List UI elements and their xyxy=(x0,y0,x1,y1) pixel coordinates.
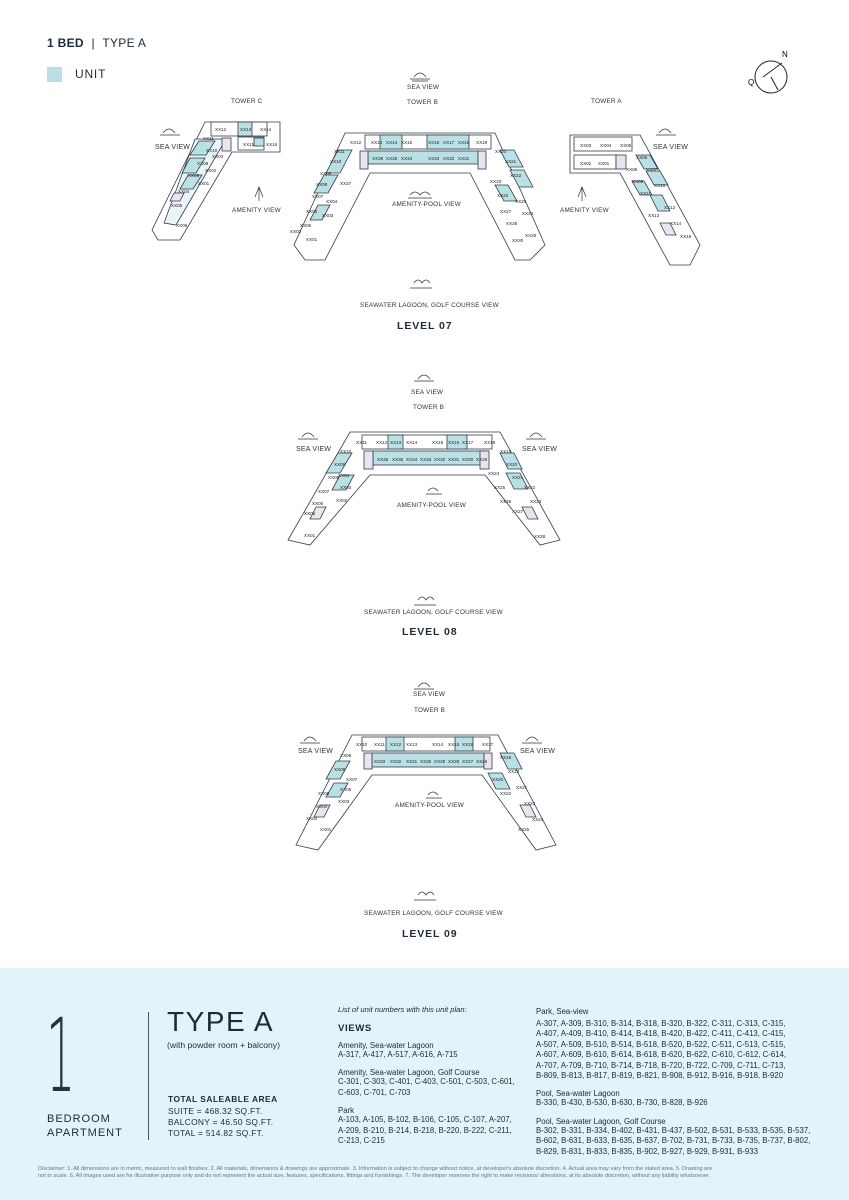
unit-label: XX01 xyxy=(306,237,318,242)
l9-lagoon: SEAWATER LAGOON, GOLF COURSE VIEW xyxy=(364,910,503,917)
unit-label: XX14 xyxy=(406,440,418,445)
unit-label: XX18 xyxy=(458,140,470,145)
unit-label: XX14 xyxy=(670,221,682,226)
unit-label: XX09 xyxy=(334,462,346,467)
unit-label: XX28 xyxy=(448,759,460,764)
pool-icon xyxy=(426,488,442,494)
unit-label: XX30 xyxy=(420,759,432,764)
unit-label: XX21 xyxy=(505,159,517,164)
unit-label: XX06 xyxy=(636,155,648,160)
unit-label: XX17 xyxy=(443,140,455,145)
l9-sea-view-top: SEA VIEW xyxy=(413,691,446,698)
unit-label: XX34 xyxy=(401,156,413,161)
unit-label: XX12 xyxy=(376,440,388,445)
unit-label: XX23 xyxy=(530,499,542,504)
l7-lagoon: SEAWATER LAGOON, GOLF COURSE VIEW xyxy=(360,302,499,309)
view-group-units: A-507, A-509, B-510, B-514, B-518, B-520, B-522, C-511, C-513, C-515, xyxy=(536,1039,786,1049)
unit-label: XX09 xyxy=(340,753,352,758)
unit-label: XX03 xyxy=(338,799,350,804)
views-title: VIEWS xyxy=(338,1023,372,1034)
unit-label: XX05 xyxy=(171,203,183,208)
view-group-units: B-330, B-430, B-530, B-630, B-730, B-828, B-926 xyxy=(536,1098,708,1108)
view-group-heading: Pool, Sea-water Lagoon, Golf Course xyxy=(536,1116,666,1126)
view-group-units: B-302, B-331, B-334, B-402, B-431, B-437, B-502, B-531, B-533, B-535, B-537, xyxy=(536,1125,811,1135)
unit-label: XX11 xyxy=(640,191,651,196)
unit-label: XX09 xyxy=(632,179,644,184)
unit-label: XX29 xyxy=(434,759,446,764)
unit-label: XX25 xyxy=(494,485,506,490)
tower-a xyxy=(570,135,700,265)
bedroom-count: 1 xyxy=(46,997,76,1116)
l7-amenity-pool: AMENITY-POOL VIEW xyxy=(392,201,461,208)
unit-label: XX09 xyxy=(320,171,332,176)
type-title: TYPE A xyxy=(167,1006,275,1037)
unit-label: XX23 xyxy=(524,801,536,806)
unit-label: XX09 xyxy=(197,161,209,166)
unit-label: XX22 xyxy=(524,485,536,490)
disclaimer-line: not to scale. 6. All images used are for illustrative purpose only and do not represent the actual size, features, specifications, fittings and furnishings. 7. The developer reserves the right to make revisions/ alterations, at its absolute discretion, without any liability whatsoever. xyxy=(38,1173,711,1180)
unit-label: XX24 xyxy=(532,817,544,822)
view-group-units: C-213, C-215 xyxy=(338,1136,385,1146)
views-right-column xyxy=(536,1007,826,1157)
l9-tower: TOWER B xyxy=(414,707,446,714)
unit-label: XX03 xyxy=(340,485,352,490)
unit-label: XX26 xyxy=(476,759,488,764)
l8-tower: TOWER B xyxy=(413,404,445,411)
unit-label: XX01 xyxy=(304,533,316,538)
unit-label: XX31 xyxy=(448,457,460,462)
unit-label: XX11 xyxy=(334,149,345,154)
unit-label: XX24 xyxy=(497,193,509,198)
unit-label: XX32 xyxy=(390,759,402,764)
divider xyxy=(148,1012,149,1140)
l7-sea-view-top: SEA VIEW xyxy=(407,84,440,91)
unit-label: XX25 xyxy=(518,827,530,832)
l7-amenity-left: AMENITY VIEW xyxy=(232,207,281,214)
apartment-label: APARTMENT xyxy=(47,1127,123,1139)
unit-label: XX05 xyxy=(300,223,312,228)
sea-view-icon xyxy=(160,129,180,135)
l8-title: LEVEL 08 xyxy=(402,626,458,638)
unit-label: XX02 xyxy=(306,816,318,821)
view-group-units: B-829, B-831, B-833, B-835, B-902, B-927, B-929, B-931, B-933 xyxy=(536,1146,758,1156)
unit-label: XX32 xyxy=(443,156,455,161)
view-group-units: A-307, A-309, B-310, B-314, B-318, B-320, B-322, C-311, C-313, C-315, xyxy=(536,1019,786,1028)
area-suite: SUITE = 468.32 SQ.FT. xyxy=(168,1106,263,1116)
unit-label: XX29 xyxy=(525,233,537,238)
unit-label: XX26 xyxy=(500,499,512,504)
disclaimer-line: Disclaimer: 1. All dimensions are in metric, measured to wall finishes. 2. All materials, dimensions & drawings are approximate. 3. Information is subject to change without notice, at developer's absolute discretion. 4. Actual area may vary from the stated area. 5. Drawing are xyxy=(38,1166,713,1172)
unit-label: XX03 xyxy=(212,154,224,159)
tower-b-l09 xyxy=(296,735,556,850)
unit-label: XX27 xyxy=(512,509,524,514)
tree-icon xyxy=(578,187,586,201)
unit-label: XX02 xyxy=(205,168,217,173)
unit-label: XX20 xyxy=(492,777,504,782)
compass-north-label: N xyxy=(782,50,788,59)
header-separator: | xyxy=(91,36,95,50)
unit-label: XX16 xyxy=(448,440,460,445)
unit-label: XX12 xyxy=(215,127,227,132)
sea-view-icon xyxy=(526,433,546,439)
unit-label: XX11 xyxy=(356,440,367,445)
l9-sea-view-right: SEA VIEW xyxy=(520,748,556,755)
view-group-heading: Amenity, Sea-water Lagoon xyxy=(338,1041,434,1050)
unit-label: XX06 xyxy=(306,209,318,214)
sea-view-icon xyxy=(410,73,430,81)
l7-amenity-right: AMENITY VIEW xyxy=(560,207,609,214)
unit-label: XX10 xyxy=(340,449,352,454)
pool-icon xyxy=(426,792,442,798)
unit-label: XX24 xyxy=(488,471,500,476)
sea-view-icon xyxy=(414,375,434,381)
unit-label: XX31 xyxy=(458,156,470,161)
unit-label: XX13 xyxy=(371,140,383,145)
level-09-plan xyxy=(0,675,849,945)
unit-label: XX05 xyxy=(340,787,352,792)
unit-label: XX14 xyxy=(386,140,398,145)
unit-label: XX36 xyxy=(377,457,389,462)
unit-label: XX04 xyxy=(316,804,328,809)
unit-label: XX04 xyxy=(326,199,338,204)
unit-label: XX05 xyxy=(620,143,632,148)
compass-q-label: Q xyxy=(748,78,755,87)
unit-label: XX10 xyxy=(654,183,666,188)
sea-view-icon xyxy=(414,683,434,689)
unit-label: XX05 xyxy=(304,511,316,516)
unit-label: XX01 xyxy=(598,161,610,166)
unit-label: XX11 xyxy=(374,742,385,747)
unit-label: XX06 xyxy=(312,501,324,506)
unit-label: XX37 xyxy=(340,181,352,186)
area-total: TOTAL = 514.82 SQ.FT. xyxy=(168,1128,264,1138)
view-group-units: A-707, A-709, B-710, B-714, B-718, B-720, B-722, C-709, C-711, C-713, xyxy=(536,1060,786,1070)
lagoon-icon xyxy=(414,597,436,605)
unit-label: XX02 xyxy=(336,498,348,503)
unit-label: XX16 xyxy=(462,742,474,747)
unit-label: XX01 xyxy=(320,827,332,832)
view-group-units: A-407, A-409, B-410, B-414, B-418, B-420, B-422, C-411, C-413, C-415, xyxy=(536,1029,786,1039)
view-group-units: C-301, C-303, C-401, C-403, C-501, C-503, C-601, xyxy=(338,1077,515,1087)
unit-label: XX08 xyxy=(328,475,340,480)
unit-label: XX03 xyxy=(580,143,592,148)
unit-label: XX06 xyxy=(176,223,188,228)
unit-label: XX13 xyxy=(406,742,418,747)
l8-sea-view-top: SEA VIEW xyxy=(411,389,444,396)
unit-label: XX25 xyxy=(515,199,527,204)
unit-label: XX16 xyxy=(266,142,278,147)
view-group-units: B-602, B-631, B-633, B-635, B-637, B-702, B-731, B-733, B-735, B-737, B-802, xyxy=(536,1136,811,1146)
view-group-units: A-103, A-105, B-102, B-106, C-105, C-107, A-207, xyxy=(338,1115,512,1125)
unit-label: XX16 xyxy=(428,140,440,145)
view-group-units: B-809, B-813, B-817, B-819, B-821, B-908, B-912, B-916, B-918, B-920 xyxy=(536,1071,784,1081)
views-left-column xyxy=(338,1041,528,1146)
l7-sea-view-left: SEA VIEW xyxy=(155,144,191,151)
unit-label: XX18 xyxy=(484,440,496,445)
view-group-units: A-607, A-609, B-610, B-614, B-618, B-620, B-622, C-610, C-612, C-614, xyxy=(536,1050,787,1060)
l9-sea-view-left: SEA VIEW xyxy=(298,748,334,755)
l7-title: LEVEL 07 xyxy=(397,320,453,332)
unit-label: XX34 xyxy=(406,457,418,462)
unit-label: XX20 xyxy=(495,149,507,154)
unit-label: XX12 xyxy=(390,742,402,747)
sea-view-icon xyxy=(522,737,542,743)
unit-label: XX18 xyxy=(500,755,512,760)
type-subtitle: (with powder room + balcony) xyxy=(167,1040,280,1050)
l8-sea-view-right: SEA VIEW xyxy=(522,446,558,453)
unit-label: XX02 xyxy=(290,229,302,234)
l8-amenity-pool: AMENITY-POOL VIEW xyxy=(397,502,466,509)
unit-label: XX33 xyxy=(420,457,432,462)
unit-label: XX35 xyxy=(392,457,404,462)
view-group-heading: Pool, Sea-water Lagoon xyxy=(536,1089,620,1099)
unit-label: XX04 xyxy=(600,143,612,148)
unit-label: XX07 xyxy=(646,167,658,172)
unit-label: XX17 xyxy=(462,440,474,445)
unit-label: XX23 xyxy=(490,179,502,184)
view-group-heading: Park xyxy=(338,1106,355,1116)
unit-label: XX17 xyxy=(482,742,494,747)
unit-list-title: List of unit numbers with this unit plan: xyxy=(338,1005,467,1014)
unit-label: XX07 xyxy=(346,777,358,782)
unit-label: XX30 xyxy=(462,457,474,462)
unit-label: XX03 xyxy=(322,213,334,218)
lagoon-icon xyxy=(414,892,436,900)
unit-label: XX12 xyxy=(664,205,676,210)
unit-label: XX27 xyxy=(462,759,474,764)
unit-label: XX06 xyxy=(318,791,330,796)
unit-label: XX07 xyxy=(312,194,324,199)
view-group-units: C-603, C-701, C-703 xyxy=(338,1087,411,1097)
unit-label: XX19 xyxy=(508,769,520,774)
l9-title: LEVEL 09 xyxy=(402,928,458,940)
unit-label: XX27 xyxy=(500,209,512,214)
l7-tower-b: TOWER B xyxy=(407,99,439,106)
unit-label: XX29 xyxy=(476,457,488,462)
unit-label: XX33 xyxy=(374,759,386,764)
unit-label: XX26 xyxy=(522,211,534,216)
unit-label: XX02 xyxy=(580,161,592,166)
unit-label: XX04 xyxy=(338,473,350,478)
view-group-units: A-209, B-210, B-214, B-218, B-220, B-222, C-211, xyxy=(338,1125,512,1135)
l9-amenity-pool: AMENITY-POOL VIEW xyxy=(395,802,464,809)
sea-view-icon xyxy=(656,129,676,135)
unit-label: XX08 xyxy=(626,167,638,172)
unit-label: XX35 xyxy=(386,156,398,161)
unit-label: XX21 xyxy=(512,475,524,480)
unit-label: XX22 xyxy=(510,173,522,178)
l7-tower-a: TOWER A xyxy=(591,98,622,105)
sea-view-icon xyxy=(300,737,320,743)
unit-label: XX15 xyxy=(401,140,413,145)
unit-label: XX15 xyxy=(680,234,692,239)
disclaimer xyxy=(38,1166,814,1181)
view-group-heading: Amenity, Sea-water Lagoon, Golf Course xyxy=(338,1068,480,1078)
unit-label: XX32 xyxy=(434,457,446,462)
area-title: TOTAL SALEABLE AREA xyxy=(168,1094,278,1104)
unit-label: XX01 xyxy=(198,181,210,186)
tower-c xyxy=(152,122,280,240)
unit-label: XX13 xyxy=(390,440,402,445)
area-balcony: BALCONY = 46.50 SQ.FT. xyxy=(168,1117,274,1127)
unit-label: XX31 xyxy=(406,759,418,764)
view-group-units: A-317, A-417, A-517, A-616, A-715 xyxy=(338,1050,458,1059)
l8-sea-view-left: SEA VIEW xyxy=(296,446,332,453)
bed-count: 1 BED xyxy=(47,36,84,50)
unit-label: XX15 xyxy=(243,142,255,147)
plan-type: TYPE A xyxy=(102,36,147,50)
lagoon-icon xyxy=(410,280,432,288)
l7-tower-c: TOWER C xyxy=(231,98,263,105)
sea-view-icon xyxy=(298,433,318,439)
view-group-units-block xyxy=(536,1019,826,1081)
legend-label: UNIT xyxy=(75,67,107,81)
unit-label: XX08 xyxy=(334,767,346,772)
unit-label: XX20 xyxy=(506,462,518,467)
unit-label: XX28 xyxy=(506,221,518,226)
unit-label: XX36 xyxy=(372,156,384,161)
unit-label: XX19 xyxy=(476,140,488,145)
tree-icon xyxy=(255,187,263,201)
unit-label: XX30 xyxy=(512,238,524,243)
unit-label: XX28 xyxy=(534,534,546,539)
unit-label: XX13 xyxy=(240,127,252,132)
unit-label: XX14 xyxy=(260,127,272,132)
l8-lagoon: SEAWATER LAGOON, GOLF COURSE VIEW xyxy=(364,609,503,616)
unit-label: XX22 xyxy=(500,791,512,796)
unit-label: XX13 xyxy=(648,213,660,218)
plan-header xyxy=(47,36,146,50)
bedroom-label: BEDROOM xyxy=(47,1113,111,1125)
unit-label: XX07 xyxy=(318,489,330,494)
unit-label: XX12 xyxy=(350,140,362,145)
unit-label: XX15 xyxy=(432,440,444,445)
unit-label: XX21 xyxy=(516,785,528,790)
unit-label: XX19 xyxy=(500,449,512,454)
unit-label: XX33 xyxy=(428,156,440,161)
view-group-heading: Park, Sea-view xyxy=(536,1007,589,1016)
unit-label: XX08 xyxy=(316,182,328,187)
pool-icon xyxy=(408,192,432,198)
unit-label: XX10 xyxy=(356,742,368,747)
unit-label: XX14 xyxy=(432,742,444,747)
unit-label: XX04 xyxy=(178,189,190,194)
unit-label: XX15 xyxy=(448,742,460,747)
unit-label: XX10 xyxy=(330,159,342,164)
unit-label: XX11 xyxy=(203,136,214,141)
unit-label: XX08 xyxy=(188,173,200,178)
l7-sea-view-right: SEA VIEW xyxy=(653,144,689,151)
unit-label: XX10 xyxy=(206,148,218,153)
